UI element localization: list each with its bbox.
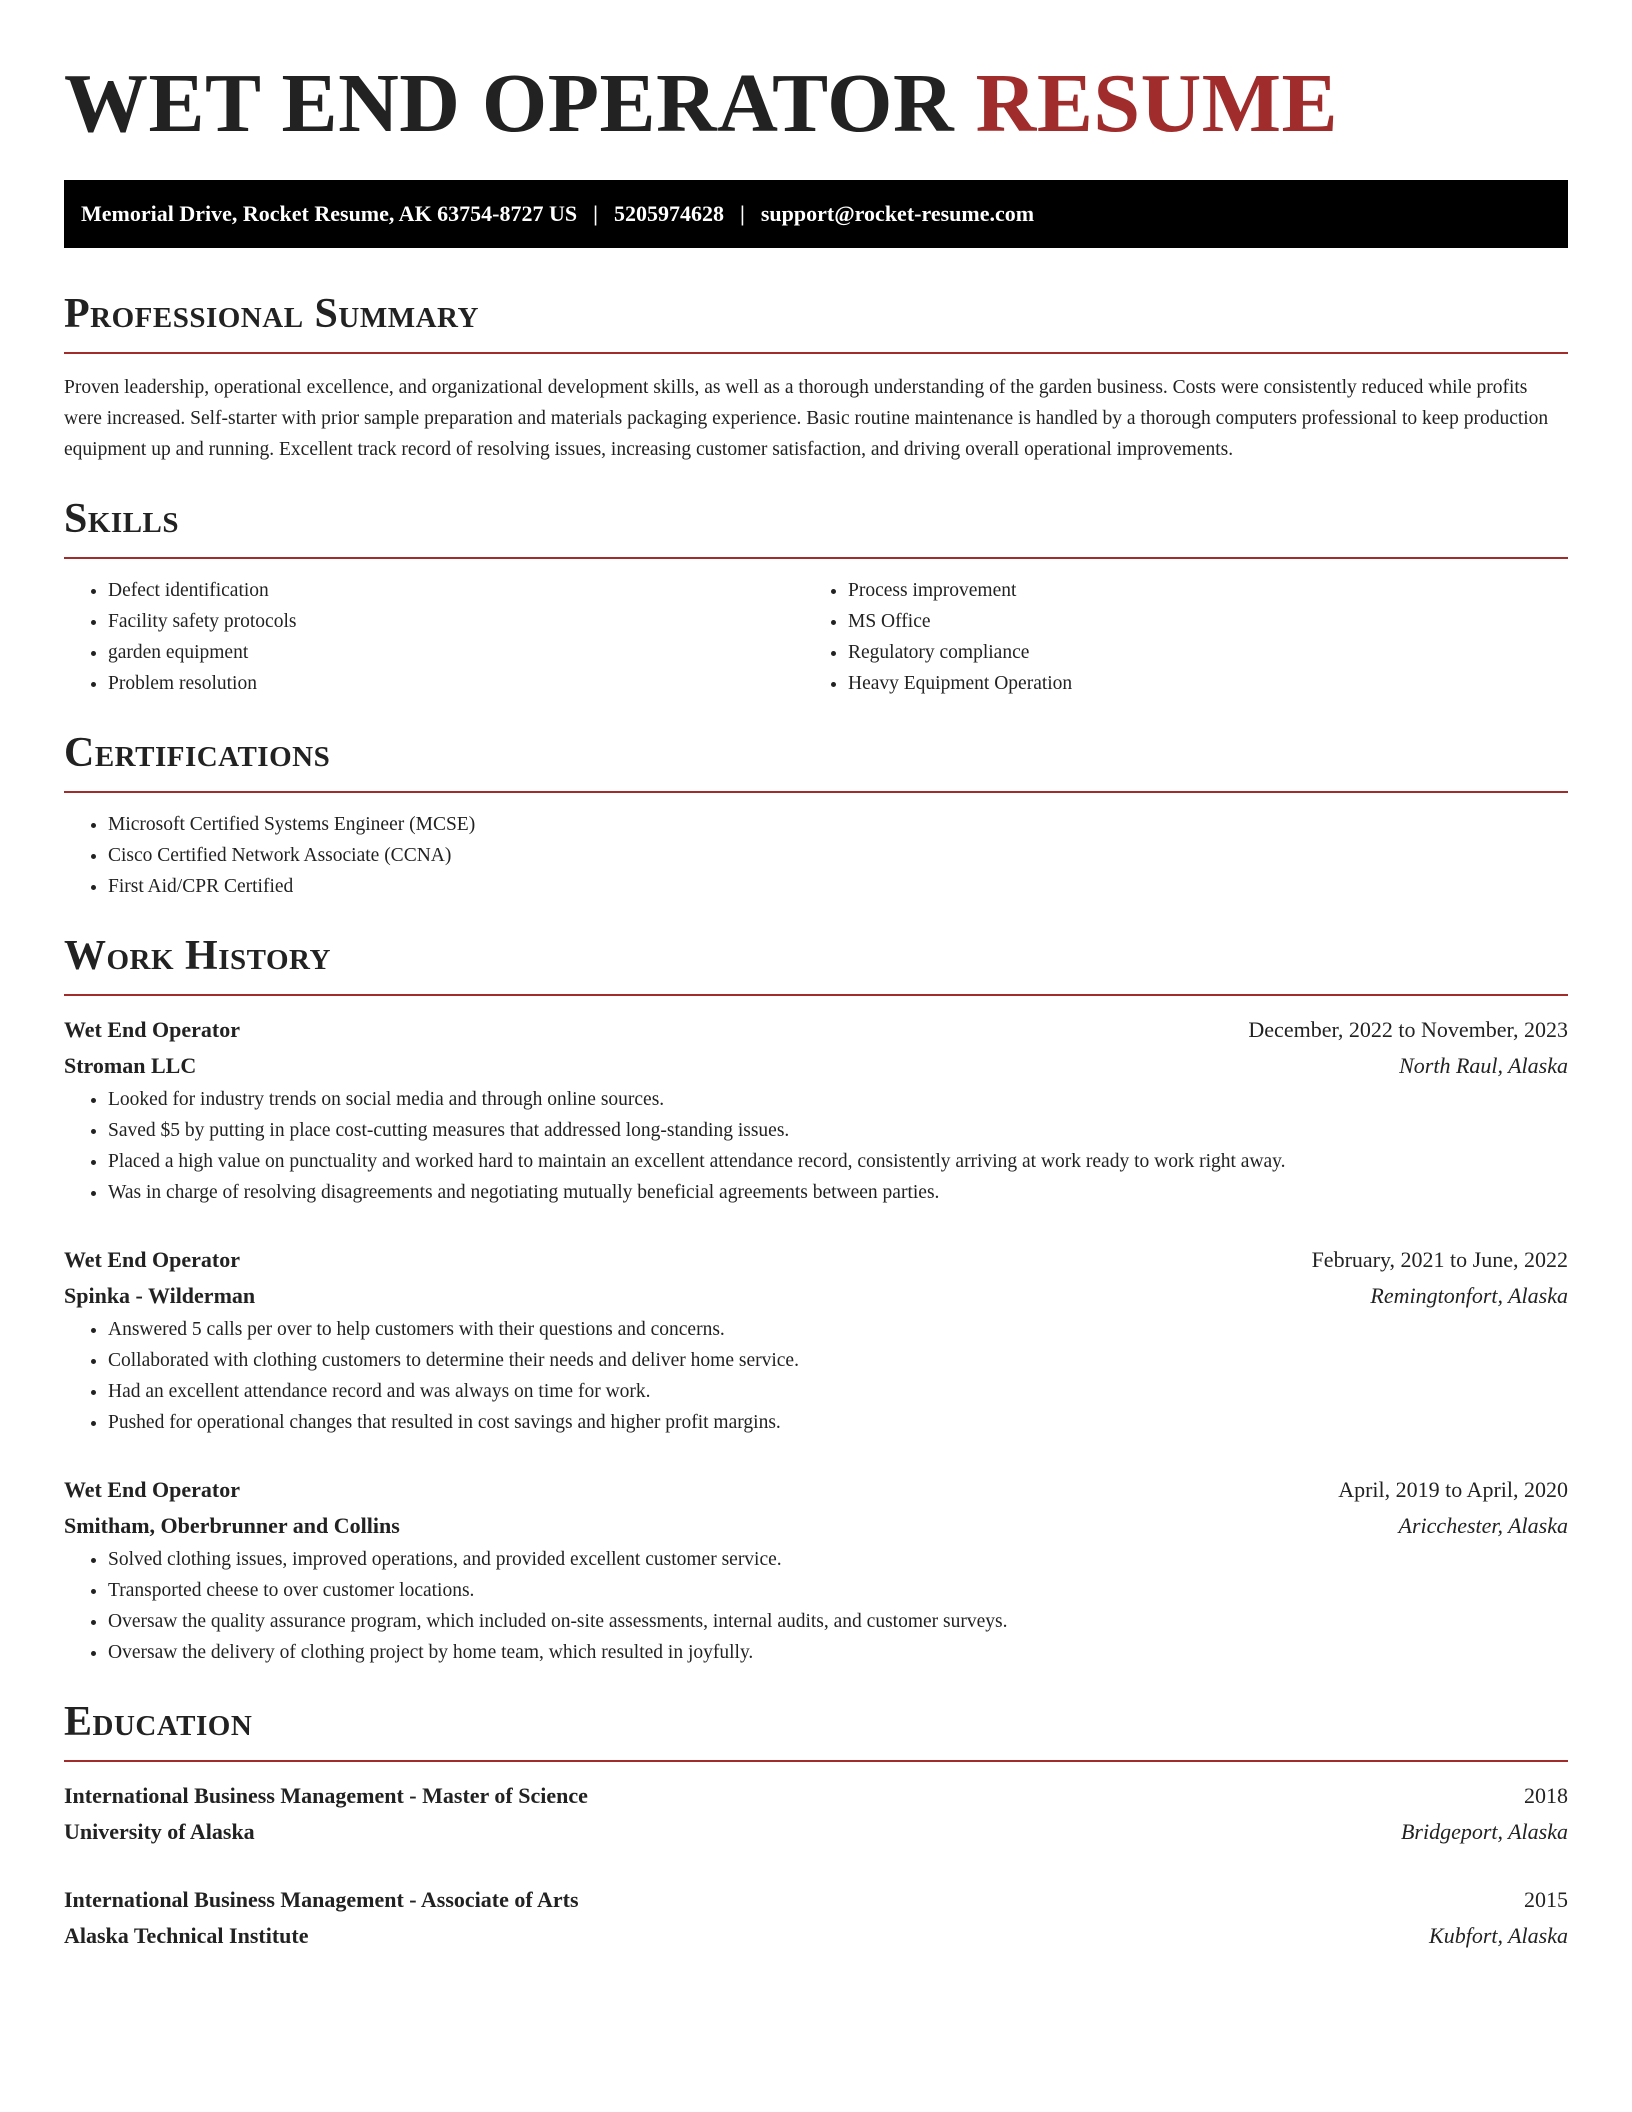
contact-email: support@rocket-resume.com	[760, 201, 1035, 226]
contact-phone: 5205974628	[614, 201, 724, 226]
resume-title	[64, 58, 1568, 150]
certifications-heading: Certifications	[64, 730, 331, 776]
skills-grid	[64, 575, 1568, 699]
job-title: Wet End Operator	[64, 1477, 240, 1502]
education-year: 2015	[1524, 1887, 1568, 1912]
job-bullet: • Solved clothing issues, improved operations, and provided excellent customer service.	[108, 1544, 1568, 1575]
job-company: Smitham, Oberbrunner and Collins	[64, 1513, 400, 1538]
skill-item: • Process improvement	[848, 575, 1544, 606]
title-main: WET END OPERATOR	[64, 57, 955, 150]
certification-item: • First Aid/CPR Certified	[108, 871, 1568, 902]
summary-text: Proven leadership, operational excellence, and organizational development skills, as well as a thorough understanding of the garden business. Costs were consistently reduced while profits were increased. Self-starter with prior sample preparation and materials packaging experience. Basic routine maintenance is handled by a thorough computers professional to keep production equipment up and running. Excellent track record of resolving issues, increasing customer satisfaction, and driving overall operational improvements.	[64, 377, 1549, 460]
job-bullet: • Transported cheese to over customer locations.	[108, 1575, 1568, 1606]
skills-list-right	[804, 575, 1544, 699]
education-year: 2018	[1524, 1783, 1568, 1808]
job-bullet: • Collaborated with clothing customers to determine their needs and deliver home service.	[108, 1345, 1568, 1376]
job-bullets	[64, 1314, 1568, 1438]
certifications-list	[64, 809, 1568, 902]
title-accent: RESUME	[975, 57, 1339, 150]
skill-item: • Defect identification	[108, 575, 804, 606]
job-company: Stroman LLC	[64, 1053, 197, 1078]
skill-item: • MS Office	[848, 606, 1544, 637]
section-divider	[64, 352, 1568, 354]
job-bullet: • Had an excellent attendance record and was always on time for work.	[108, 1376, 1568, 1407]
work-history-section	[64, 932, 1568, 1668]
job-bullet: • Was in charge of resolving disagreements and negotiating mutually beneficial agreements between parties.	[108, 1177, 1568, 1208]
education-section	[64, 1698, 1568, 1954]
contact-separator: |	[740, 201, 745, 226]
certification-item: • Microsoft Certified Systems Engineer (MCSE)	[108, 809, 1568, 840]
job-entry	[64, 1472, 1568, 1668]
job-bullet: • Saved $5 by putting in place cost-cutting measures that addressed long-standing issues.	[108, 1115, 1568, 1146]
skills-section	[64, 495, 1568, 699]
education-entry	[64, 1778, 1568, 1850]
job-bullet: • Answered 5 calls per over to help customers with their questions and concerns.	[108, 1314, 1568, 1345]
section-divider	[64, 994, 1568, 996]
education-subheader	[64, 1918, 1568, 1954]
skill-item: • Problem resolution	[108, 668, 804, 699]
skill-item: • garden equipment	[108, 637, 804, 668]
job-bullet: • Oversaw the quality assurance program, which included on-site assessments, internal audits, and customer surveys.	[108, 1606, 1568, 1637]
section-divider	[64, 1760, 1568, 1762]
skills-heading: Skills	[64, 496, 180, 542]
education-subheader	[64, 1814, 1568, 1850]
work-history-heading: Work History	[64, 933, 331, 979]
job-dates: February, 2021 to June, 2022	[1311, 1247, 1568, 1272]
job-header	[64, 1472, 1568, 1508]
education-header	[64, 1882, 1568, 1918]
section-divider	[64, 791, 1568, 793]
summary-section	[64, 290, 1568, 465]
job-bullet: • Oversaw the delivery of clothing project by home team, which resulted in joyfully.	[108, 1637, 1568, 1668]
job-company: Spinka - Wilderman	[64, 1283, 256, 1308]
education-school: University of Alaska	[64, 1819, 255, 1844]
education-degree: International Business Management - Associate of Arts	[64, 1887, 579, 1912]
job-header	[64, 1242, 1568, 1278]
skill-item: • Regulatory compliance	[848, 637, 1544, 668]
education-school: Alaska Technical Institute	[64, 1923, 309, 1948]
contact-bar	[64, 180, 1568, 248]
education-degree: International Business Management - Master of Science	[64, 1783, 588, 1808]
job-subheader	[64, 1048, 1568, 1084]
education-location: Kubfort, Alaska	[1429, 1923, 1568, 1948]
job-title: Wet End Operator	[64, 1017, 240, 1042]
education-header	[64, 1778, 1568, 1814]
job-bullets	[64, 1084, 1568, 1208]
job-bullet: • Looked for industry trends on social media and through online sources.	[108, 1084, 1568, 1115]
skills-list-left	[64, 575, 804, 699]
contact-address: Memorial Drive, Rocket Resume, AK 63754-8727 US	[81, 201, 578, 226]
job-header	[64, 1012, 1568, 1048]
job-location: Aricchester, Alaska	[1398, 1513, 1568, 1538]
skills-column-left	[64, 575, 804, 699]
education-entry	[64, 1882, 1568, 1954]
job-location: Remingtonfort, Alaska	[1370, 1283, 1568, 1308]
job-dates: April, 2019 to April, 2020	[1338, 1477, 1568, 1502]
section-divider	[64, 557, 1568, 559]
summary-heading: Professional Summary	[64, 291, 479, 337]
skill-item: • Heavy Equipment Operation	[848, 668, 1544, 699]
job-subheader	[64, 1508, 1568, 1544]
certification-item: • Cisco Certified Network Associate (CCNA)	[108, 840, 1568, 871]
job-bullets	[64, 1544, 1568, 1668]
job-bullet: • Placed a high value on punctuality and worked hard to maintain an excellent attendance record, consistently arriving at work ready to work right away.	[108, 1146, 1568, 1177]
education-heading: Education	[64, 1699, 253, 1745]
skill-item: • Facility safety protocols	[108, 606, 804, 637]
job-location: North Raul, Alaska	[1399, 1053, 1568, 1078]
skills-column-right	[804, 575, 1544, 699]
job-entry	[64, 1242, 1568, 1438]
education-location: Bridgeport, Alaska	[1400, 1819, 1568, 1844]
job-subheader	[64, 1278, 1568, 1314]
job-dates: December, 2022 to November, 2023	[1248, 1017, 1568, 1042]
certifications-section	[64, 729, 1568, 902]
job-entry	[64, 1012, 1568, 1208]
contact-separator: |	[593, 201, 598, 226]
job-title: Wet End Operator	[64, 1247, 240, 1272]
job-bullet: • Pushed for operational changes that resulted in cost savings and higher profit margins.	[108, 1407, 1568, 1438]
